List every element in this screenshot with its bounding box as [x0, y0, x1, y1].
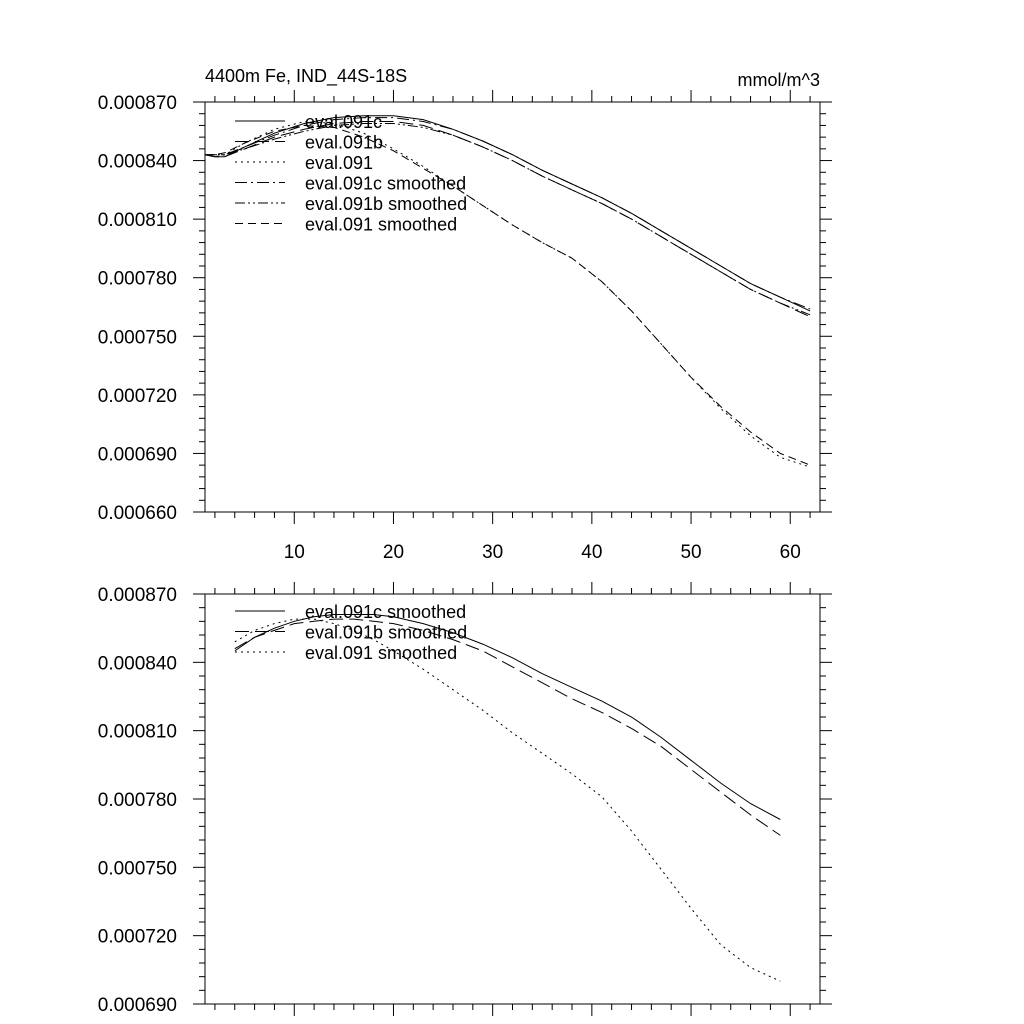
- axis-ticks: [98, 90, 832, 563]
- data-lines: [205, 116, 810, 467]
- plot-title: 4400m Fe, IND_44S-18S: [205, 66, 408, 86]
- y-tick-label: 0.000870: [97, 585, 177, 606]
- series-line: [205, 125, 810, 465]
- legend-label: eval.091c smoothed: [305, 602, 467, 622]
- series-line: [205, 122, 810, 317]
- y-tick-label: 0.000780: [97, 790, 177, 811]
- y-tick-label: 0.000720: [97, 385, 177, 407]
- y-tick-label: 0.000870: [97, 93, 177, 114]
- x-tick-label: 40: [581, 542, 603, 563]
- y-tick-label: 0.000690: [97, 995, 177, 1016]
- x-tick-label: 30: [482, 542, 504, 563]
- y-tick-label: 0.000780: [97, 268, 177, 290]
- y-tick-label: 0.000840: [97, 653, 177, 675]
- legend-label: eval.091: [305, 153, 374, 173]
- x-tick-label: 10: [283, 542, 305, 563]
- y-tick-label: 0.000840: [97, 151, 177, 173]
- series-line: [235, 619, 781, 981]
- axis-ticks: [98, 582, 832, 1016]
- y-tick-label: 0.000690: [97, 444, 177, 466]
- y-tick-label: 0.000660: [97, 503, 177, 524]
- plot-frame: [205, 102, 820, 512]
- units-label: mmol/m^3: [737, 70, 820, 90]
- legend-label: eval.091c smoothed: [305, 173, 467, 194]
- y-tick-label: 0.000810: [97, 721, 177, 743]
- legend-label: eval.091 smoothed: [305, 643, 458, 663]
- legend-label: eval.091b smoothed: [305, 194, 468, 214]
- legend-label: eval.091 smoothed: [305, 214, 458, 235]
- legend: [235, 112, 467, 235]
- series-line: [205, 122, 810, 468]
- legend-label: eval.091c: [305, 112, 383, 132]
- x-tick-label: 50: [680, 542, 702, 563]
- y-tick-label: 0.000720: [97, 926, 177, 948]
- bottom-plot-panel: [98, 582, 832, 1016]
- x-tick-label: 20: [382, 542, 405, 563]
- data-lines: [235, 615, 781, 982]
- top-plot-panel: [98, 66, 832, 563]
- y-tick-label: 0.000750: [97, 858, 177, 880]
- series-line: [205, 118, 810, 309]
- x-tick-label: 60: [779, 542, 801, 563]
- plot-frame: [205, 594, 820, 1004]
- legend-label: eval.091b: [305, 132, 384, 153]
- legend: [235, 602, 467, 663]
- y-tick-label: 0.000750: [97, 327, 177, 349]
- y-tick-label: 0.000810: [97, 210, 177, 232]
- series-line: [205, 116, 810, 311]
- legend-label: eval.091b smoothed: [305, 622, 468, 643]
